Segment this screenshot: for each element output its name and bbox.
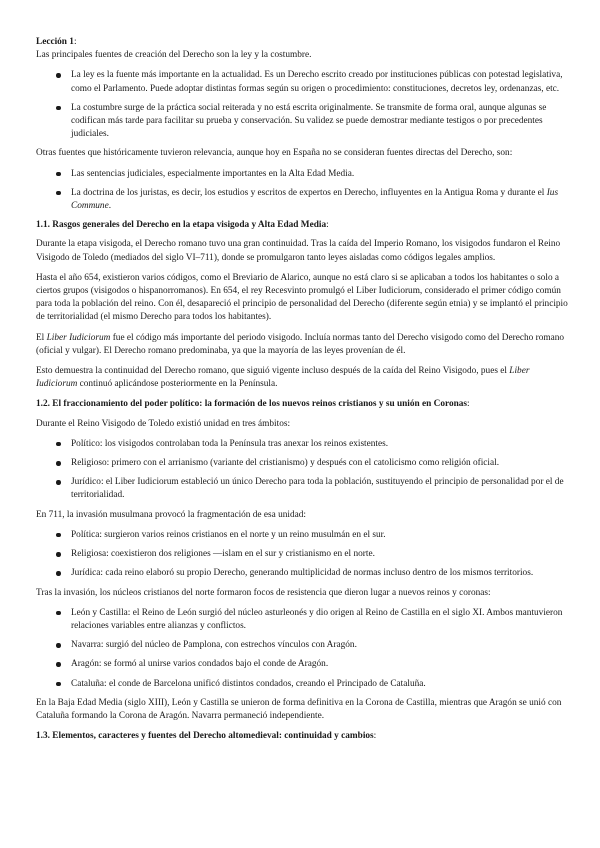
liber-iudiciorum-italic-2: Liber Iudiciorum <box>36 366 530 390</box>
section-1-2-paragraph-3: Tras la invasión, los núcleos cristianos del norte formaron focos de resistencia que dieron lugar a nuevos reinos y coronas: <box>36 587 491 598</box>
section-1-1-paragraph-2: Hasta el año 654, existieron varios códigos, como el Breviario de Alarico, aunque no está claro si se aplicaban a todos los habitantes o solo a ciertos grupos (visigodos o hispanorromanos). En 654, el rey Recesvinto promulgó el Liber Iudiciorum, considerado el primer código común para toda la población del reino. Con él, desapareció el principio de personalidad del Derecho (diferente según etnia) y se implantó el principio de territorialidad (el mismo Derecho para todos los habitantes). <box>36 272 568 323</box>
list-item-politica: Política: surgieron varios reinos cristianos en el norte y un reino musulmán en el sur. <box>36 529 570 542</box>
section-1-2-number: 1.2. <box>36 399 50 410</box>
section-1-1-heading: 1.1. Rasgos generales del Derecho en la etapa visigoda y Alta Edad Media: <box>36 220 329 231</box>
list-item-ley: La ley es la fuente más importante en la actualidad. Es un Derecho escrito creado por instituciones públicas con potestad legislativa, como el Parlamento. Puede adoptar distintas formas según su origen o procedimiento: constituciones, decretos ley, ordenanzas, etc. <box>36 69 570 95</box>
section-1-1-paragraph-3 <box>36 332 570 358</box>
section-1-2-paragraph-1: Durante el Reino Visigodo de Toledo existió unidad en tres ámbitos: <box>36 418 291 429</box>
doctrina-text: La doctrina de los juristas, es decir, los estudios y escritos de expertos en Derecho, influyentes en la Antigua Roma y durante el <box>71 187 547 198</box>
fragmentation-list <box>36 529 570 581</box>
kingdoms-list <box>36 607 570 691</box>
p3-start: El <box>36 332 47 343</box>
list-item-doctrina <box>36 187 570 213</box>
list-item-juridica: Jurídica: cada reino elaboró su propio Derecho, generando multiplicidad de normas incluso dentro de los mismos territorios. <box>36 567 570 580</box>
list-item-religiosa: Religiosa: coexistieron dos religiones —islam en el sur y cristianismo en el norte. <box>36 548 570 561</box>
liber-iudiciorum-italic: Liber Iudiciorum <box>46 332 111 343</box>
section-1-2-title: El fraccionamiento del poder político: la formación de los nuevos reinos cristianos y su unión en Coronas <box>52 399 468 410</box>
section-1-1-number: 1.1. <box>36 220 50 231</box>
list-item-cataluna: Cataluña: el conde de Barcelona unificó distintos condados, creando el Principado de Cataluña. <box>36 678 570 691</box>
list-item-politico: Político: los visigodos controlaban toda la Península tras anexar los reinos existentes. <box>36 438 570 451</box>
lesson-subtitle: Las principales fuentes de creación del Derecho son la ley y la costumbre. <box>36 50 312 61</box>
section-1-2-paragraph-2: En 711, la invasión musulmana provocó la fragmentación de esa unidad: <box>36 509 306 520</box>
p3-end: fue el código más importante del periodo visigodo. Incluía normas tanto del Derecho visigodo como del Derecho romano (oficial y vulgar). El Derecho romano predominaba, ya que la mayoría de las leyes provenían de él. <box>36 332 565 356</box>
list-item-religioso: Religioso: primero con el arrianismo (variante del cristianismo) y después con el catolicismo como religión oficial. <box>36 457 570 470</box>
list-item-sentencias: Las sentencias judiciales, especialmente importantes en la Alta Edad Media. <box>36 168 570 181</box>
doctrina-end-text: . <box>108 201 112 212</box>
section-1-2-heading: 1.2. El fraccionamiento del poder político: la formación de los nuevos reinos cristianos y su unión en Coronas: <box>36 399 470 410</box>
section-1-3-title: Elementos, caracteres y fuentes del Derecho altomedieval: continuidad y cambios <box>52 731 374 742</box>
p4-end: continuó aplicándose posteriormente en la Península. <box>77 379 278 390</box>
sources-list <box>36 69 570 141</box>
unity-list <box>36 438 570 503</box>
list-item-navarra: Navarra: surgió del núcleo de Pamplona, con estrechos vínculos con Aragón. <box>36 639 570 652</box>
other-sources-list <box>36 168 570 214</box>
ius-commune-text: Ius Commune <box>71 187 559 212</box>
lesson-title: Lección 1: <box>36 37 77 47</box>
section-1-1-paragraph-1: Durante la etapa visigoda, el Derecho romano tuvo una gran continuidad. Tras la caída del Imperio Romano, los visigodos fundaron el Reino Visigodo de Toledo (mediados del siglo VI–711), donde se promulgaron tanto leyes aisladas como códigos legales amplios. <box>36 239 561 263</box>
section-1-2-paragraph-4: En la Baja Edad Media (siglo XIII), León y Castilla se unieron de forma definitiva en la Corona de Castilla, mientras que Aragón se unió con Cataluña formando la Corona de Aragón. Navarra permaneció independiente. <box>36 697 562 721</box>
other-sources-intro: Otras fuentes que históricamente tuvieron relevancia, aunque hoy en España no se consideran fuentes directas del Derecho, son: <box>36 148 513 159</box>
list-item-costumbre: La costumbre surge de la práctica social reiterada y no está escrita originalmente. Se transmite de forma oral, aunque algunas se codifican más tarde para facilitar su prueba y conservación. Su validez se puede demostrar mediante testigos o por precedentes judiciales. <box>36 102 570 142</box>
section-1-3-number: 1.3. <box>36 731 50 742</box>
section-1-3-heading: 1.3. Elementos, caracteres y fuentes del Derecho altomedieval: continuidad y cambios: <box>36 731 377 742</box>
section-1-1-paragraph-4 <box>36 365 570 391</box>
p4-start: Esto demuestra la continuidad del Derecho romano, que siguió vigente incluso después de la caída del Reino Visigodo, pues el <box>36 366 510 377</box>
list-item-juridico: Jurídico: el Liber Iudiciorum estableció un único Derecho para toda la población, sustituyendo el principio de personalidad por el de territorialidad. <box>36 476 570 502</box>
lesson-title-text: Lección 1 <box>36 37 74 47</box>
list-item-aragon: Aragón: se formó al unirse varios condados bajo el conde de Aragón. <box>36 658 570 671</box>
list-item-leon-castilla: León y Castilla: el Reino de León surgió del núcleo asturleonés y dio origen al Reino de Castilla en el siglo XI. Ambos mantuvieron relaciones variables entre alianzas y conflictos. <box>36 607 570 633</box>
section-1-1-title: Rasgos generales del Derecho en la etapa visigoda y Alta Edad Media <box>52 220 327 231</box>
